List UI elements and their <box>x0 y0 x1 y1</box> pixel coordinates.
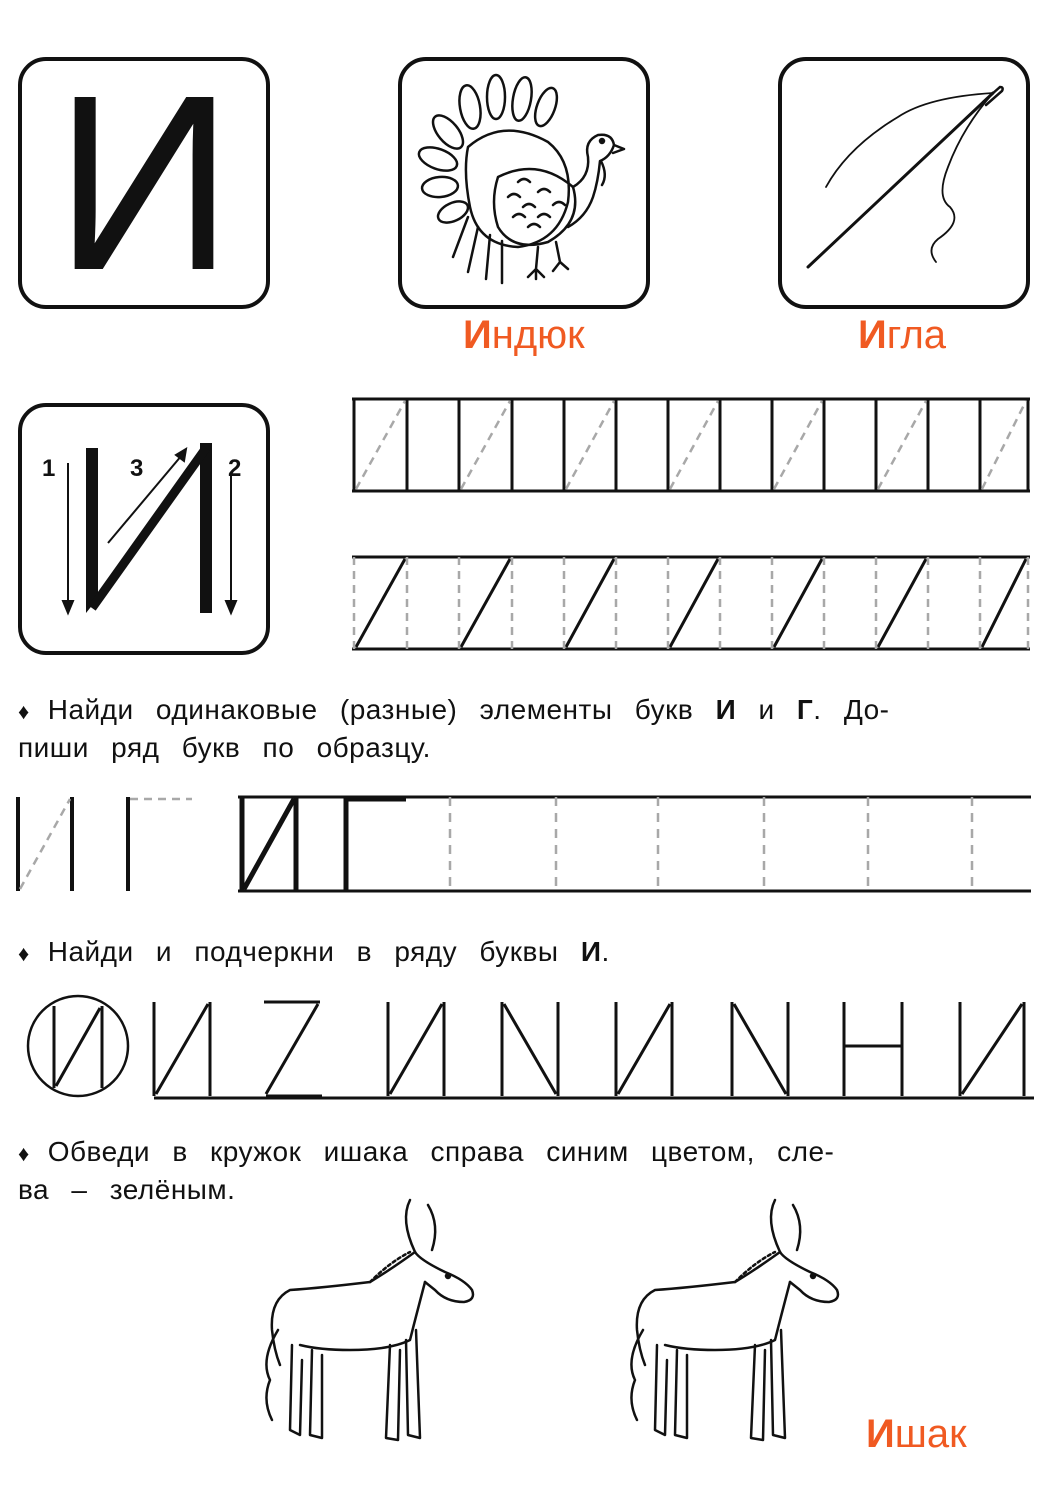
task-text: . До- <box>813 694 890 725</box>
caption-rest: гла <box>886 313 947 357</box>
task-text: Найди и подчеркни в ряду буквы <box>47 936 581 967</box>
caption-rest: ндюк <box>491 313 585 357</box>
stroke-guide-card <box>18 403 270 655</box>
task-2-text <box>18 934 1033 972</box>
writing-row <box>238 795 1033 895</box>
word-caption-needle <box>858 315 946 355</box>
bullet-icon: ♦ <box>18 941 30 966</box>
needle-card <box>778 57 1030 309</box>
word-caption-turkey <box>463 315 585 355</box>
turkey-card <box>398 57 650 309</box>
task-text: пиши ряд букв по образцу. <box>18 732 431 763</box>
donkey-right <box>615 1190 855 1450</box>
caption-initial: И <box>858 313 887 357</box>
tracing-row-upper <box>352 397 1032 493</box>
task-1-text <box>18 692 1033 766</box>
letter-card <box>18 43 270 322</box>
letter-search-row <box>14 990 1044 1102</box>
task-text: ва – зелёным. <box>18 1174 236 1205</box>
task-text: и <box>736 694 797 725</box>
caption-initial: И <box>463 313 492 357</box>
word-caption-donkey <box>866 1414 967 1454</box>
task-letter: И <box>580 936 602 967</box>
bullet-icon: ♦ <box>18 699 30 724</box>
task-letter: Г <box>796 694 814 725</box>
task-letter: И <box>715 694 737 725</box>
task-text: . <box>601 936 610 967</box>
task-3-text <box>18 1134 1033 1208</box>
stroke-step-2: 2 <box>228 455 242 482</box>
tracing-row-lower <box>352 555 1032 651</box>
stroke-step-3: 3 <box>130 455 144 482</box>
needle-illustration <box>778 57 1030 309</box>
stroke-guide-illustration <box>18 403 270 655</box>
donkey-left <box>250 1190 490 1450</box>
bullet-icon: ♦ <box>18 1141 30 1166</box>
big-letter: И <box>54 43 234 322</box>
caption-rest: шак <box>894 1412 967 1456</box>
turkey-illustration <box>398 57 650 309</box>
task-text: Обведи в кружок ишака справа синим цветом, сле- <box>47 1136 835 1167</box>
stroke-step-1: 1 <box>42 455 56 482</box>
sample-letters <box>14 795 214 895</box>
task-text: Найди одинаковые (разные) элементы букв <box>47 694 716 725</box>
caption-initial: И <box>866 1412 895 1456</box>
